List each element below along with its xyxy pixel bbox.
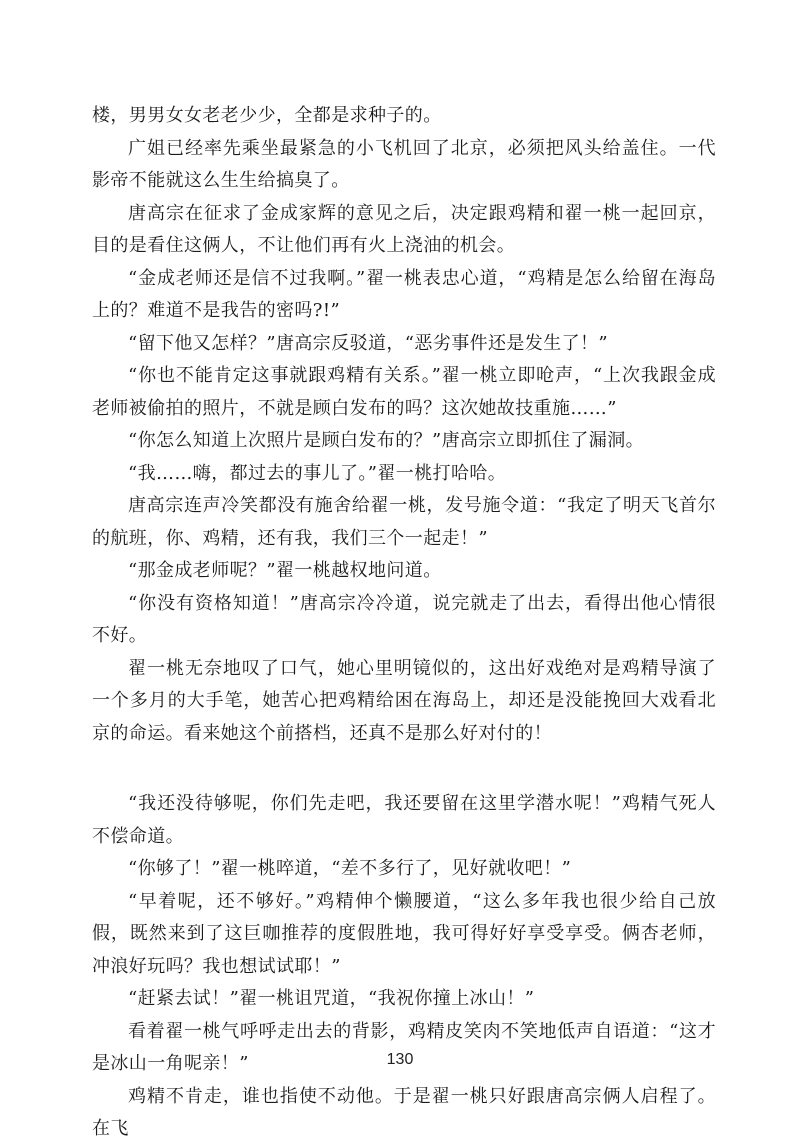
paragraph-3: 唐高宗在征求了金成家辉的意见之后，决定跟鸡精和翟一桃一起回京，目的是看住这俩人，不让他们再有火上浇油的机会。 bbox=[92, 202, 716, 256]
paragraph-14: “你够了！”翟一桃啐道，“差不多行了，见好就收吧！” bbox=[128, 858, 572, 879]
paragraph-10: “那金成老师呢？”翟一桃越权地问道。 bbox=[128, 560, 442, 581]
paragraph-16: “赶紧去试！”翟一桃诅咒道，“我祝你撞上冰山！” bbox=[128, 988, 535, 1009]
paragraph-11: “你没有资格知道！”唐高宗冷冷道，说完就走了出去，看得出他心情很不好。 bbox=[92, 592, 716, 646]
paragraph-5: “留下他又怎样？”唐高宗反驳道，“恶劣事件还是发生了！” bbox=[128, 332, 609, 354]
paragraph-15: “早着呢，还不够好。”鸡精伸个懒腰道，“这么多年我也很少给自己放假，既然来到了这巨咖推荐的度假胜地，我可得好好享受享受。俩杏老师，冲浪好玩吗？我也想试试耶！” bbox=[92, 890, 716, 977]
page-number: 130 bbox=[386, 1051, 414, 1068]
paragraph-8: “我……嗨，都过去的事儿了。”翟一桃打哈哈。 bbox=[128, 462, 507, 484]
paragraph-9: 唐高宗连声冷笑都没有施舍给翟一桃，发号施令道：“我定了明天飞首尔的航班，你、鸡精，还有我，我们三个一起走！” bbox=[92, 495, 716, 549]
paragraph-17: 看着翟一桃气呼呼走出去的背影，鸡精皮笑肉不笑地低声自语道：“这才是冰山一角呢亲！” bbox=[92, 1020, 716, 1074]
paragraph-7: “你怎么知道上次照片是顾白发布的？”唐高宗立即抓住了漏洞。 bbox=[128, 430, 645, 451]
paragraph-2: 广姐已经率先乘坐最紧急的小飞机回了北京，必须把风头给盖住。一代影帝不能就这么生生给搞臭了。 bbox=[92, 137, 716, 191]
paragraph-13: “我还没待够呢，你们先走吧，我还要留在这里学潜水呢！”鸡精气死人不偿命道。 bbox=[92, 793, 716, 847]
paragraph-18: 鸡精不肯走，谁也指使不动他。于是翟一桃只好跟唐高宗俩人启程了。在飞 bbox=[92, 1085, 716, 1139]
paragraph-1: 楼，男男女女老老少少，全都是求种子的。 bbox=[92, 105, 442, 126]
paragraph-12: 翟一桃无奈地叹了口气，她心里明镜似的，这出好戏绝对是鸡精导演了一个多月的大手笔，她苦心把鸡精给困在海岛上，却还是没能挽回大戏看北京的命运。看来她这个前搭档，还真不是那么好对付的！ bbox=[92, 657, 716, 744]
paragraph-4: “金成老师还是信不过我啊。”翟一桃表忠心道，“鸡精是怎么给留在海岛上的？难道不是我告的密吗?!” bbox=[92, 267, 716, 321]
paragraph-6: “你也不能肯定这事就跟鸡精有关系。”翟一桃立即呛声，“上次我跟金成老师被偷拍的照片，不就是顾白发布的吗？这次她故技重施……” bbox=[92, 365, 716, 419]
book-page-body bbox=[92, 100, 716, 1146]
section-break bbox=[92, 750, 716, 788]
